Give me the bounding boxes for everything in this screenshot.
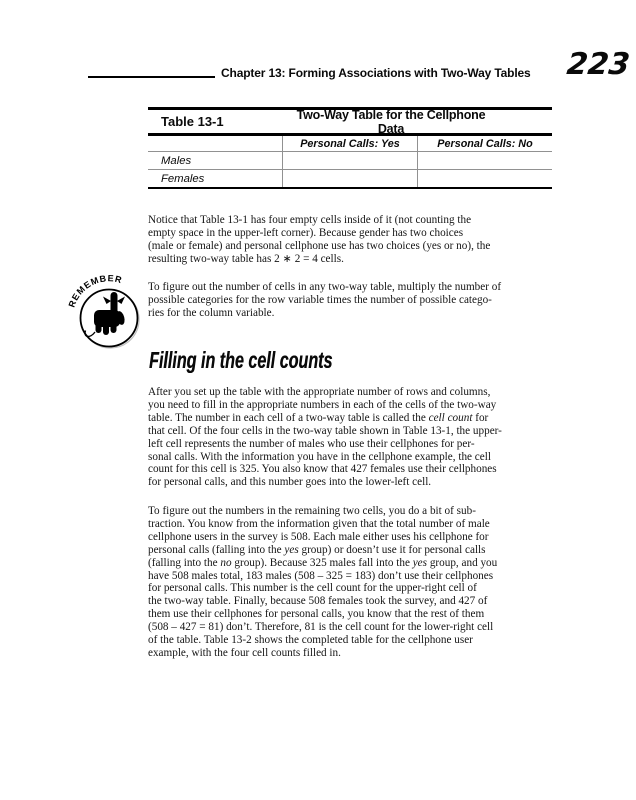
two-way-table xyxy=(148,107,552,189)
table-stub-cell xyxy=(148,136,282,152)
chapter-title: Chapter 13: Forming Associations with Two-Way Tables xyxy=(221,66,531,80)
paragraph-table-notice: Notice that Table 13-1 has four empty cells inside of it (not counting the empty space in the upper-left corner). Because gender has two choices (male or female) and personal cellphone use has two choices (yes or no), the resulting two-way table has 2 ∗ 2 = 4 cells. xyxy=(148,214,491,265)
paragraph-cell-counts-1: After you set up the table with the appropriate number of rows and columns, you need to fill in the appropriate numbers in each of the cells of the two-way table. The number in each cell of a two-way table is called the cell count for that cell. Of the four cells in the two-way table shown in Table 13-1, the upper- left cell represents the number of males who use their cellphones for per- sonal calls. With the information you have in the cellphone example, the cell count for this cell is 325. You also know that 427 females use their cellphones for personal calls, and this number goes into the lower-left cell. xyxy=(148,386,502,489)
header-rule xyxy=(88,76,215,78)
table-cell-males-yes xyxy=(282,152,417,170)
table-row-label-females: Females xyxy=(161,172,205,185)
table-label: Table 13-1 xyxy=(161,114,224,129)
remember-icon xyxy=(64,272,150,356)
table-column-header-yes: Personal Calls: Yes xyxy=(282,136,417,152)
table-grid xyxy=(148,136,552,189)
table-cell-males-no xyxy=(417,152,552,170)
remember-hand-icon xyxy=(64,272,150,356)
table-title: Two-Way Table for the Cellphone Data xyxy=(296,107,486,136)
table-row-label-males: Males xyxy=(148,152,282,170)
paragraph-remember-tip: To figure out the number of cells in any two-way table, multiply the number of possible categories for the row variable times the number of possible catego- ries for the column variable. xyxy=(148,281,502,319)
section-heading: Filling in the cell counts xyxy=(149,347,333,373)
table-cell-females-yes xyxy=(282,170,417,187)
table-cell-females-no xyxy=(417,170,552,187)
table-column-header-no: Personal Calls: No xyxy=(417,136,552,152)
page-number: 223 xyxy=(565,47,632,82)
remember-arc-label: REMEMBER xyxy=(66,273,124,309)
paragraph-cell-counts-2: To figure out the numbers in the remaining two cells, you do a bit of sub- traction. You know from the information given that the total number of male cellphone users in the survey is 508. Each male either uses his cellphone for personal calls (falling into the yes group) or doesn’t use it for personal calls (falling into the no group). Because 325 males fall into the yes group, and you have 508 males total, 183 males (508 – 325 = 183) don’t use their cellphones for personal calls. This number is the cell count for the upper-right cell of the two-way table. Finally, because 508 females took the survey, and 427 of them use their cellphones for personal calls, you know that the rest of them (508 – 427 = 81) don’t. Therefore, 81 is the cell count for the lower-right cell of the table. Table 13-2 shows the completed table for the cellphone user example, with the four cell counts filled in. xyxy=(148,505,498,659)
table-title-row xyxy=(148,107,552,136)
